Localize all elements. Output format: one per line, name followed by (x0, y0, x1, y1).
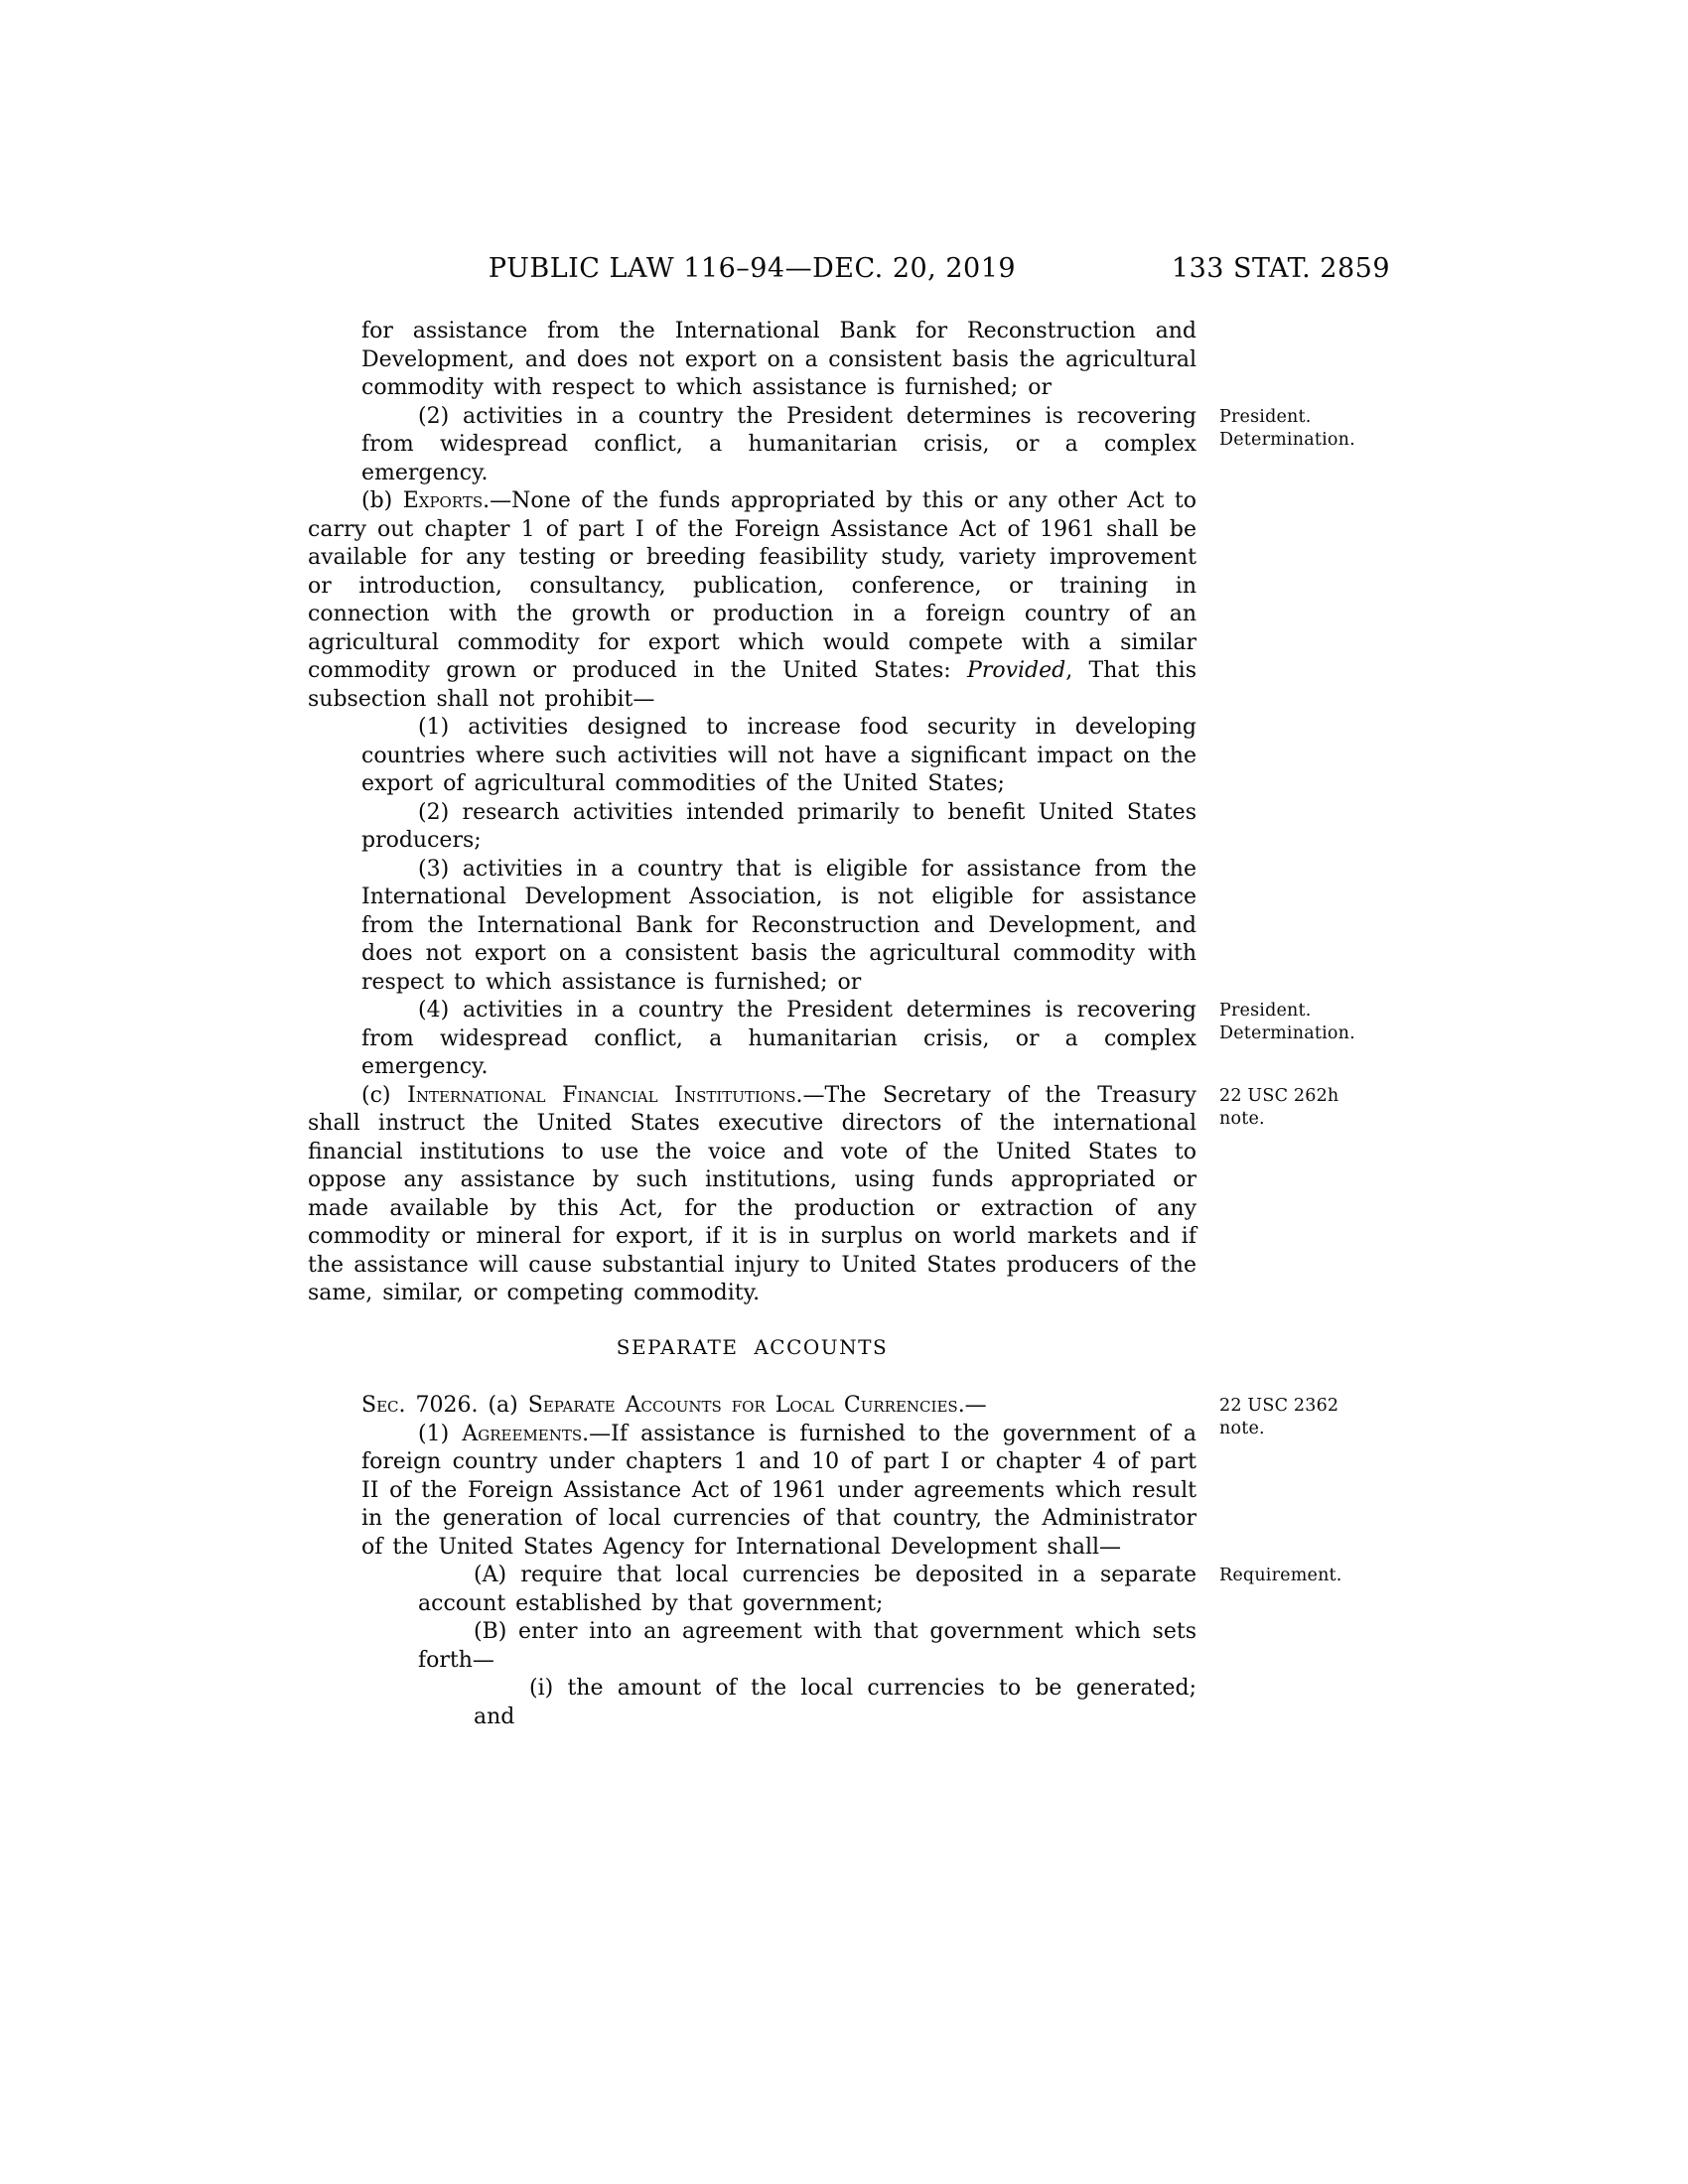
margin-note (1219, 406, 1355, 452)
margin-note (1219, 1395, 1338, 1440)
text-run: (2) activities in a country the President determines is recovering from widespread conflict, a humanitarian crisis, or a complex emergency. (361, 403, 1196, 485)
paragraph (361, 318, 1196, 403)
paragraph (361, 799, 1196, 856)
header-stat-citation: 133 STAT. 2859 (1171, 253, 1390, 284)
small-caps-run: Agreements (462, 1421, 583, 1446)
margin-note-line: President. (1219, 407, 1312, 427)
text-run: .— (957, 1393, 987, 1418)
section-heading (308, 1333, 1196, 1362)
paragraph (361, 714, 1196, 799)
paragraph (361, 856, 1196, 998)
text-run: .—None of the funds appropriated by this or any other Act to carry out chapter 1 of part I of the Foreign Assistance Act of 1961 shall be available for any testing or breeding feasibility study, variety improvement or introduction, consultancy, publication, conference, or training in connection with the growth or production in a foreign country of an agricultural commodity for export which would compete with a similar commodity grown or produced in the United States: (308, 488, 1196, 683)
text-run: (c) (361, 1082, 408, 1108)
text-run: (i) the amount of the local currencies to be generated; and (474, 1676, 1196, 1729)
text-run: (4) activities in a country the President determines is recovering from widespread conflict, a humanitarian crisis, or a complex emergency. (361, 998, 1196, 1079)
paragraph (361, 997, 1196, 1082)
text-run: (2) research activities intended primarily to benefit United States producers; (361, 799, 1196, 853)
text-run: (B) enter into an agreement with that government which sets forth— (418, 1619, 1196, 1673)
margin-note-line: Determination. (1219, 430, 1355, 450)
text-run: .—If assistance is furnished to the government of a foreign country under chapters 1 and 10 of part I or chapter 4 of part II of the Foreign Assistance Act of 1961 under agreements which result in the generation of local currencies of that country, the Administrator of the United States Agency for International Development shall— (361, 1421, 1197, 1560)
text-run: (3) activities in a country that is eligible for assistance from the International Development Association, is not eligible for assistance from the International Bank for Reconstruction and Development, and does not export on a consistent basis the agricultural commodity with respect to which assistance is furnished; or (361, 856, 1196, 995)
margin-note-line: 22 USC 262h (1219, 1086, 1339, 1106)
header-law-title: PUBLIC LAW 116–94—DEC. 20, 2019 (488, 253, 1017, 284)
small-caps-run: International Financial Institutions (407, 1082, 796, 1108)
margin-note (1219, 1085, 1338, 1131)
paragraph (361, 1421, 1196, 1563)
text-run: (1) (418, 1421, 463, 1446)
paragraph (308, 1082, 1196, 1308)
margin-notes (1219, 0, 1408, 2184)
margin-note-line: President. (1219, 1001, 1312, 1021)
paragraph (361, 403, 1196, 488)
text-run: SEPARATE ACCOUNTS (616, 1334, 889, 1359)
small-caps-run: Exports (402, 488, 484, 513)
text-run: for assistance from the International Bank for Reconstruction and Development, and does not export on a consistent basis the agricultural commodity with respect to which assistance is furnished; or (361, 319, 1196, 400)
text-run: (A) require that local currencies be deposited in a separate account established by that government; (418, 1563, 1196, 1616)
paragraph (418, 1618, 1196, 1675)
margin-note-line: Requirement. (1219, 1566, 1342, 1585)
text-run: .—The Secretary of the Treasury shall instruct the United States executive directors of the international financial institutions to use the voice and vote of the United States to oppose any assistance by such institutions, using funds appropriated or made available by this Act, for the production or extraction of any commodity or mineral for export, if it is in surplus on world markets and if the assistance will cause substantial injury to United States producers of the same, similar, or competing commodity. (308, 1082, 1196, 1305)
paragraph (474, 1675, 1196, 1731)
text-run: , That this subsection shall not prohibit— (308, 658, 1196, 712)
paragraph (418, 1562, 1196, 1618)
paragraph (308, 1392, 1196, 1421)
small-caps-run: Sec. (361, 1393, 406, 1418)
text-run: (b) (361, 488, 403, 513)
paragraph (308, 487, 1196, 714)
margin-note-line: note. (1219, 1109, 1265, 1129)
margin-note-line: Determination. (1219, 1024, 1355, 1043)
margin-note-line: 22 USC 2362 (1219, 1396, 1339, 1416)
margin-note (1219, 1565, 1342, 1587)
text-run: (1) activities designed to increase food security in developing countries where such activities will not have a significant impact on the export of agricultural commodities of the United States; (361, 715, 1196, 796)
margin-note-line: note. (1219, 1419, 1265, 1438)
margin-note (1219, 1000, 1355, 1045)
text-run: 7026. (a) (405, 1393, 528, 1418)
small-caps-run: Separate Accounts for Local Currencies (527, 1393, 958, 1418)
body-text (308, 318, 1196, 1731)
italic-run: Provided (967, 658, 1066, 683)
